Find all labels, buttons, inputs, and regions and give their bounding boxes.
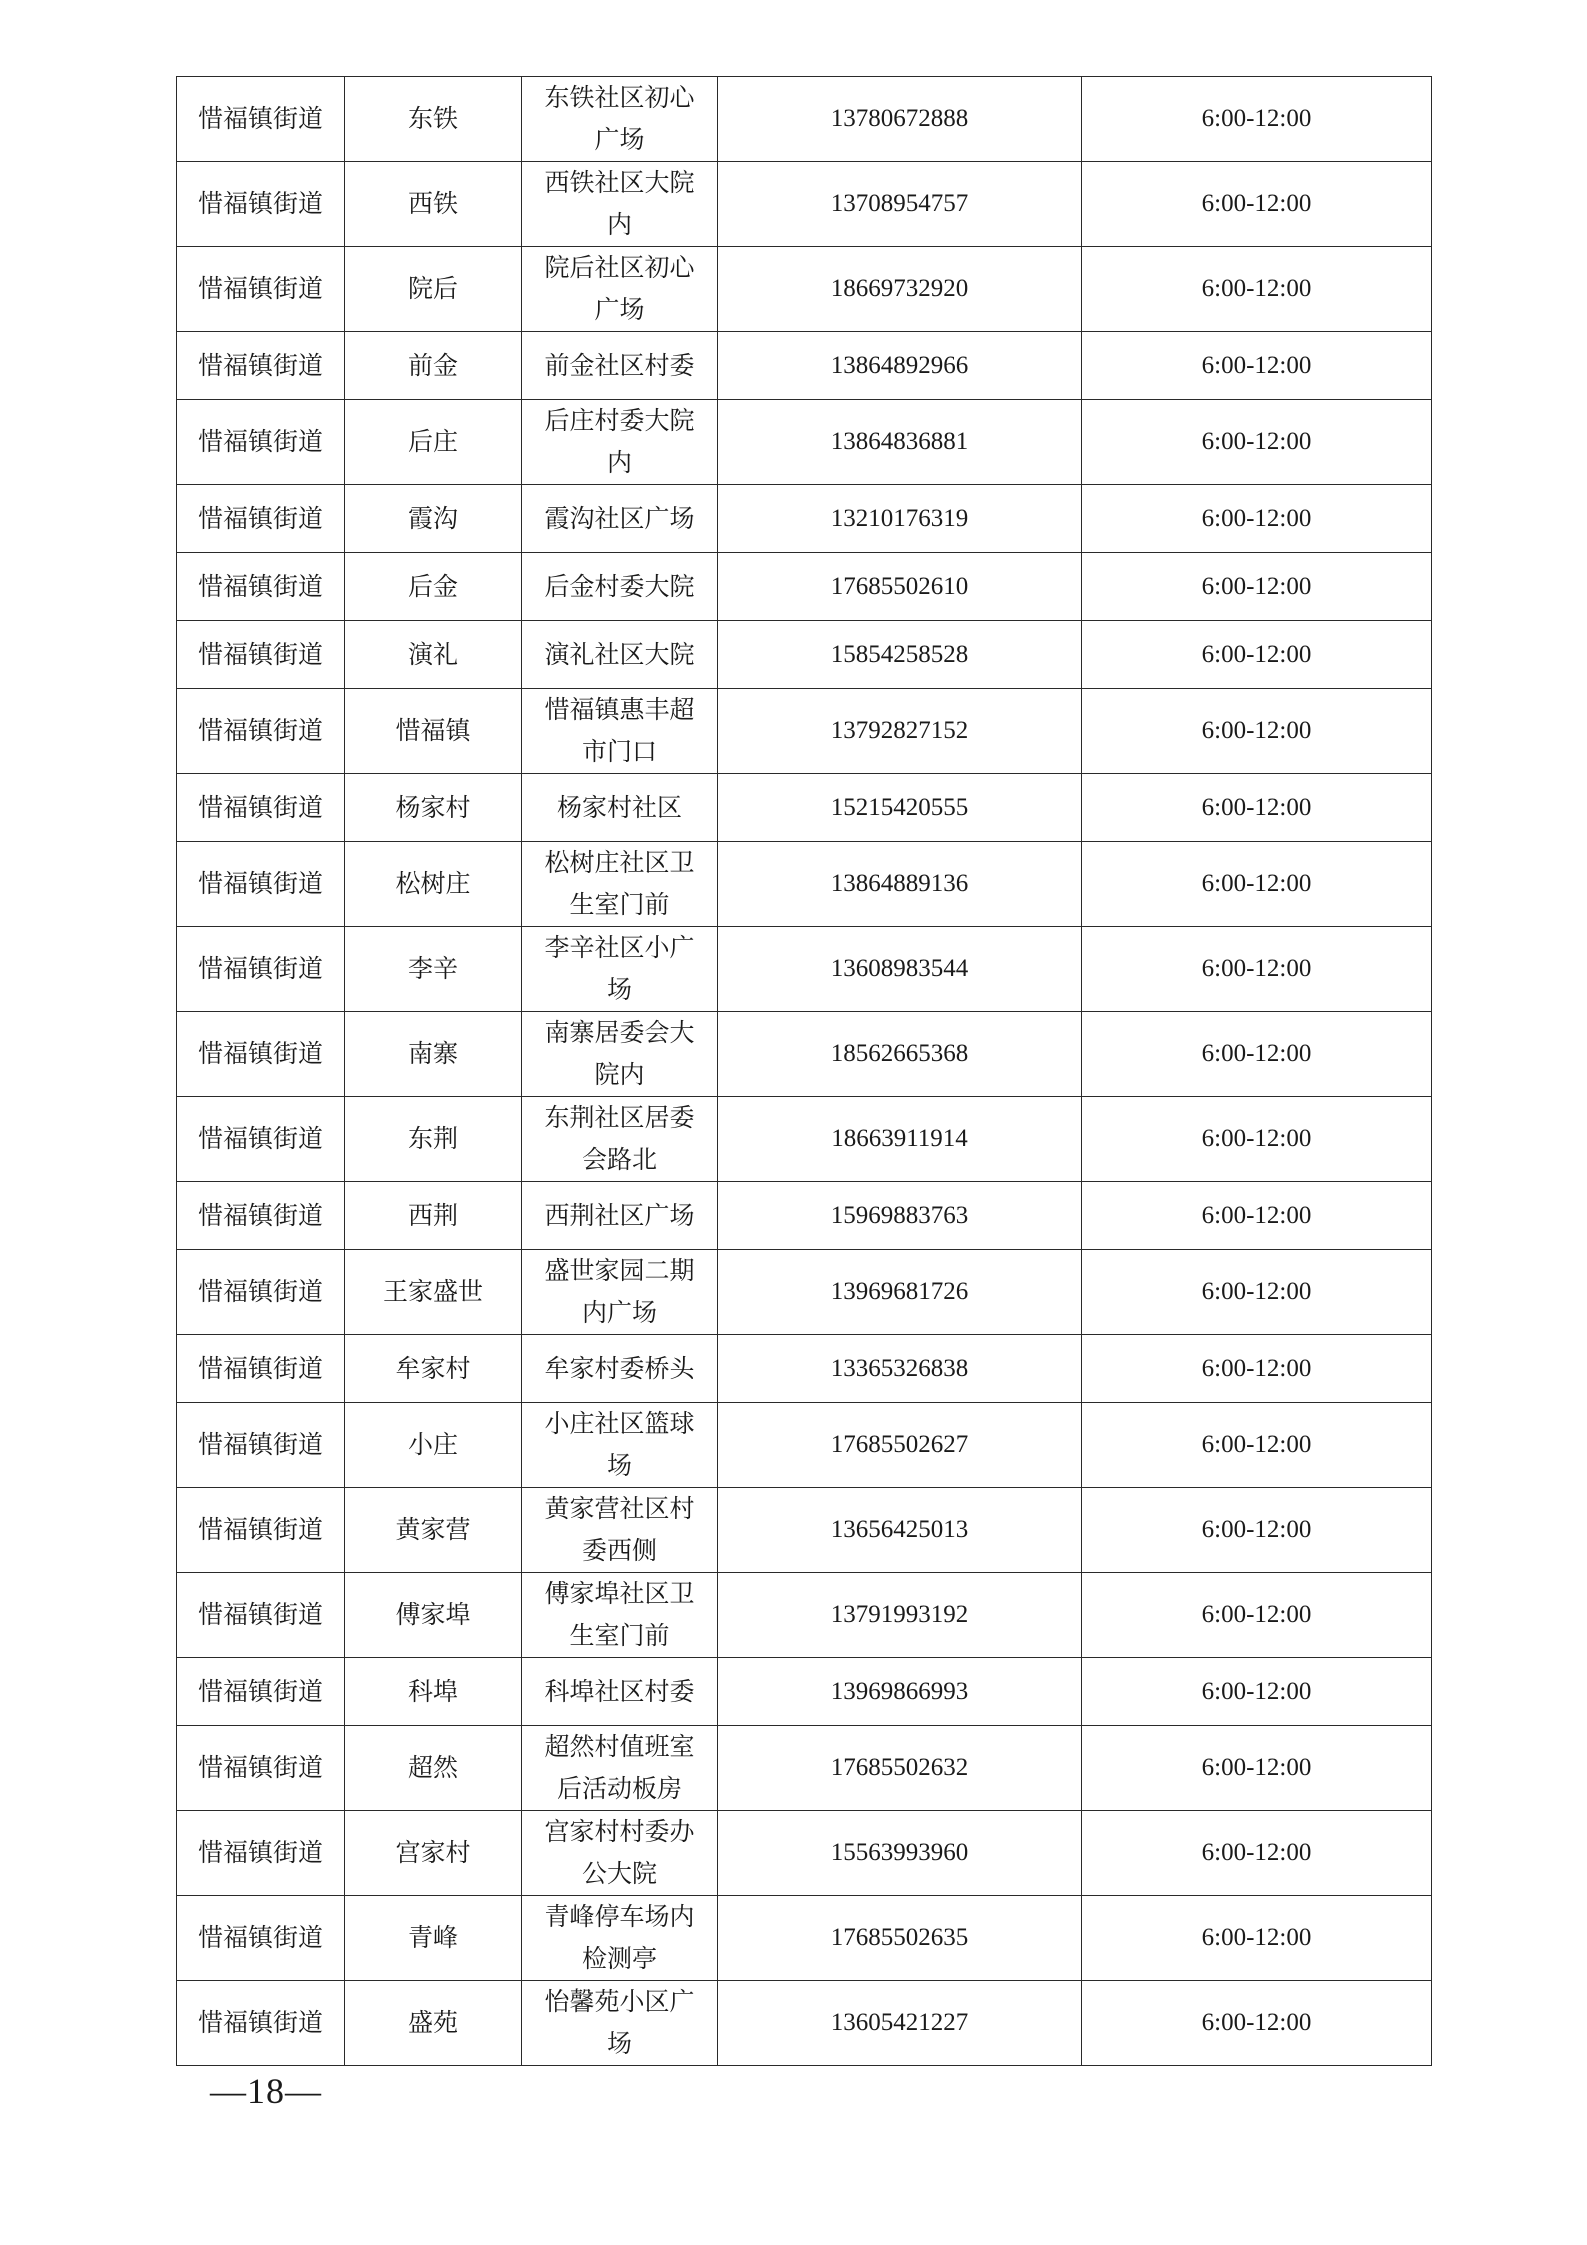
community-cell: 东荆: [345, 1097, 522, 1182]
location-cell: 青峰停车场内检测亭: [522, 1896, 718, 1981]
community-cell: 松树庄: [345, 842, 522, 927]
location-cell: 小庄社区篮球场: [522, 1403, 718, 1488]
location-cell: 怡馨苑小区广场: [522, 1981, 718, 2066]
district-cell: 惜福镇街道: [177, 332, 345, 400]
phone-cell: 13656425013: [718, 1488, 1082, 1573]
district-cell: 惜福镇街道: [177, 1335, 345, 1403]
community-cell: 盛苑: [345, 1981, 522, 2066]
district-cell: 惜福镇街道: [177, 400, 345, 485]
hours-cell: 6:00-12:00: [1082, 1981, 1432, 2066]
hours-cell: 6:00-12:00: [1082, 77, 1432, 162]
hours-cell: 6:00-12:00: [1082, 774, 1432, 842]
table-row: [177, 1726, 1432, 1811]
district-cell: 惜福镇街道: [177, 1658, 345, 1726]
phone-cell: 17685502610: [718, 553, 1082, 621]
phone-cell: 13605421227: [718, 1981, 1082, 2066]
phone-cell: 15563993960: [718, 1811, 1082, 1896]
hours-cell: 6:00-12:00: [1082, 1573, 1432, 1658]
district-cell: 惜福镇街道: [177, 1488, 345, 1573]
community-cell: 后庄: [345, 400, 522, 485]
page-number: —18—: [210, 2071, 322, 2111]
hours-cell: 6:00-12:00: [1082, 1182, 1432, 1250]
community-cell: 惜福镇: [345, 689, 522, 774]
hours-cell: 6:00-12:00: [1082, 162, 1432, 247]
table-row: [177, 77, 1432, 162]
location-cell: 南寨居委会大院内: [522, 1012, 718, 1097]
location-cell: 超然村值班室后活动板房: [522, 1726, 718, 1811]
table-row: [177, 1981, 1432, 2066]
table-row: [177, 162, 1432, 247]
phone-cell: 13864889136: [718, 842, 1082, 927]
phone-cell: 13608983544: [718, 927, 1082, 1012]
community-cell: 霞沟: [345, 485, 522, 553]
community-cell: 杨家村: [345, 774, 522, 842]
district-cell: 惜福镇街道: [177, 553, 345, 621]
community-cell: 青峰: [345, 1896, 522, 1981]
district-cell: 惜福镇街道: [177, 1403, 345, 1488]
district-cell: 惜福镇街道: [177, 485, 345, 553]
phone-cell: 17685502627: [718, 1403, 1082, 1488]
district-cell: 惜福镇街道: [177, 689, 345, 774]
community-cell: 李辛: [345, 927, 522, 1012]
location-cell: 松树庄社区卫生室门前: [522, 842, 718, 927]
location-cell: 东铁社区初心广场: [522, 77, 718, 162]
table-row: [177, 621, 1432, 689]
table-row: [177, 553, 1432, 621]
community-cell: 宫家村: [345, 1811, 522, 1896]
phone-cell: 18562665368: [718, 1012, 1082, 1097]
hours-cell: 6:00-12:00: [1082, 1726, 1432, 1811]
hours-cell: 6:00-12:00: [1082, 553, 1432, 621]
community-cell: 院后: [345, 247, 522, 332]
testing-sites-table: [176, 76, 1432, 2066]
location-cell: 后金村委大院: [522, 553, 718, 621]
community-cell: 小庄: [345, 1403, 522, 1488]
hours-cell: 6:00-12:00: [1082, 842, 1432, 927]
community-cell: 前金: [345, 332, 522, 400]
community-cell: 傅家埠: [345, 1573, 522, 1658]
hours-cell: 6:00-12:00: [1082, 1012, 1432, 1097]
table-row: [177, 485, 1432, 553]
table-row: [177, 774, 1432, 842]
hours-cell: 6:00-12:00: [1082, 927, 1432, 1012]
hours-cell: 6:00-12:00: [1082, 400, 1432, 485]
phone-cell: 13365326838: [718, 1335, 1082, 1403]
location-cell: 院后社区初心广场: [522, 247, 718, 332]
community-cell: 黄家营: [345, 1488, 522, 1573]
location-cell: 演礼社区大院: [522, 621, 718, 689]
table-row: [177, 842, 1432, 927]
location-cell: 盛世家园二期内广场: [522, 1250, 718, 1335]
location-cell: 东荆社区居委会路北: [522, 1097, 718, 1182]
hours-cell: 6:00-12:00: [1082, 247, 1432, 332]
district-cell: 惜福镇街道: [177, 927, 345, 1012]
community-cell: 牟家村: [345, 1335, 522, 1403]
hours-cell: 6:00-12:00: [1082, 485, 1432, 553]
phone-cell: 15969883763: [718, 1182, 1082, 1250]
district-cell: 惜福镇街道: [177, 1896, 345, 1981]
phone-cell: 13780672888: [718, 77, 1082, 162]
location-cell: 西荆社区广场: [522, 1182, 718, 1250]
location-cell: 牟家村委桥头: [522, 1335, 718, 1403]
location-cell: 黄家营社区村委西侧: [522, 1488, 718, 1573]
table-row: [177, 1012, 1432, 1097]
district-cell: 惜福镇街道: [177, 162, 345, 247]
location-cell: 李辛社区小广场: [522, 927, 718, 1012]
location-cell: 杨家村社区: [522, 774, 718, 842]
community-cell: 王家盛世: [345, 1250, 522, 1335]
table-row: [177, 1335, 1432, 1403]
table-row: [177, 332, 1432, 400]
hours-cell: 6:00-12:00: [1082, 1896, 1432, 1981]
hours-cell: 6:00-12:00: [1082, 332, 1432, 400]
hours-cell: 6:00-12:00: [1082, 1335, 1432, 1403]
hours-cell: 6:00-12:00: [1082, 1250, 1432, 1335]
table-row: [177, 1811, 1432, 1896]
table-row: [177, 247, 1432, 332]
phone-cell: 13864892966: [718, 332, 1082, 400]
district-cell: 惜福镇街道: [177, 1726, 345, 1811]
hours-cell: 6:00-12:00: [1082, 689, 1432, 774]
community-cell: 西荆: [345, 1182, 522, 1250]
location-cell: 西铁社区大院内: [522, 162, 718, 247]
district-cell: 惜福镇街道: [177, 621, 345, 689]
hours-cell: 6:00-12:00: [1082, 1403, 1432, 1488]
table-row: [177, 1488, 1432, 1573]
phone-cell: 13864836881: [718, 400, 1082, 485]
phone-cell: 17685502632: [718, 1726, 1082, 1811]
district-cell: 惜福镇街道: [177, 774, 345, 842]
hours-cell: 6:00-12:00: [1082, 621, 1432, 689]
phone-cell: 13792827152: [718, 689, 1082, 774]
table-row: [177, 1658, 1432, 1726]
district-cell: 惜福镇街道: [177, 77, 345, 162]
table-row: [177, 400, 1432, 485]
district-cell: 惜福镇街道: [177, 1097, 345, 1182]
table-row: [177, 1182, 1432, 1250]
hours-cell: 6:00-12:00: [1082, 1488, 1432, 1573]
community-cell: 科埠: [345, 1658, 522, 1726]
phone-cell: 15854258528: [718, 621, 1082, 689]
phone-cell: 17685502635: [718, 1896, 1082, 1981]
phone-cell: 13969681726: [718, 1250, 1082, 1335]
phone-cell: 13210176319: [718, 485, 1082, 553]
location-cell: 后庄村委大院内: [522, 400, 718, 485]
phone-cell: 13708954757: [718, 162, 1082, 247]
location-cell: 前金社区村委: [522, 332, 718, 400]
community-cell: 后金: [345, 553, 522, 621]
phone-cell: 13969866993: [718, 1658, 1082, 1726]
table-row: [177, 689, 1432, 774]
district-cell: 惜福镇街道: [177, 247, 345, 332]
district-cell: 惜福镇街道: [177, 1981, 345, 2066]
table-row: [177, 1573, 1432, 1658]
table-row: [177, 1250, 1432, 1335]
hours-cell: 6:00-12:00: [1082, 1811, 1432, 1896]
location-cell: 科埠社区村委: [522, 1658, 718, 1726]
phone-cell: 18669732920: [718, 247, 1082, 332]
community-cell: 南寨: [345, 1012, 522, 1097]
location-cell: 霞沟社区广场: [522, 485, 718, 553]
district-cell: 惜福镇街道: [177, 1811, 345, 1896]
district-cell: 惜福镇街道: [177, 842, 345, 927]
district-cell: 惜福镇街道: [177, 1250, 345, 1335]
community-cell: 超然: [345, 1726, 522, 1811]
district-cell: 惜福镇街道: [177, 1573, 345, 1658]
phone-cell: 15215420555: [718, 774, 1082, 842]
table-row: [177, 927, 1432, 1012]
location-cell: 傅家埠社区卫生室门前: [522, 1573, 718, 1658]
district-cell: 惜福镇街道: [177, 1012, 345, 1097]
hours-cell: 6:00-12:00: [1082, 1097, 1432, 1182]
district-cell: 惜福镇街道: [177, 1182, 345, 1250]
community-cell: 东铁: [345, 77, 522, 162]
table-row: [177, 1896, 1432, 1981]
table-row: [177, 1403, 1432, 1488]
phone-cell: 18663911914: [718, 1097, 1082, 1182]
location-cell: 宫家村村委办公大院: [522, 1811, 718, 1896]
table-body: [177, 77, 1432, 2066]
location-cell: 惜福镇惠丰超市门口: [522, 689, 718, 774]
hours-cell: 6:00-12:00: [1082, 1658, 1432, 1726]
table-row: [177, 1097, 1432, 1182]
community-cell: 西铁: [345, 162, 522, 247]
phone-cell: 13791993192: [718, 1573, 1082, 1658]
community-cell: 演礼: [345, 621, 522, 689]
